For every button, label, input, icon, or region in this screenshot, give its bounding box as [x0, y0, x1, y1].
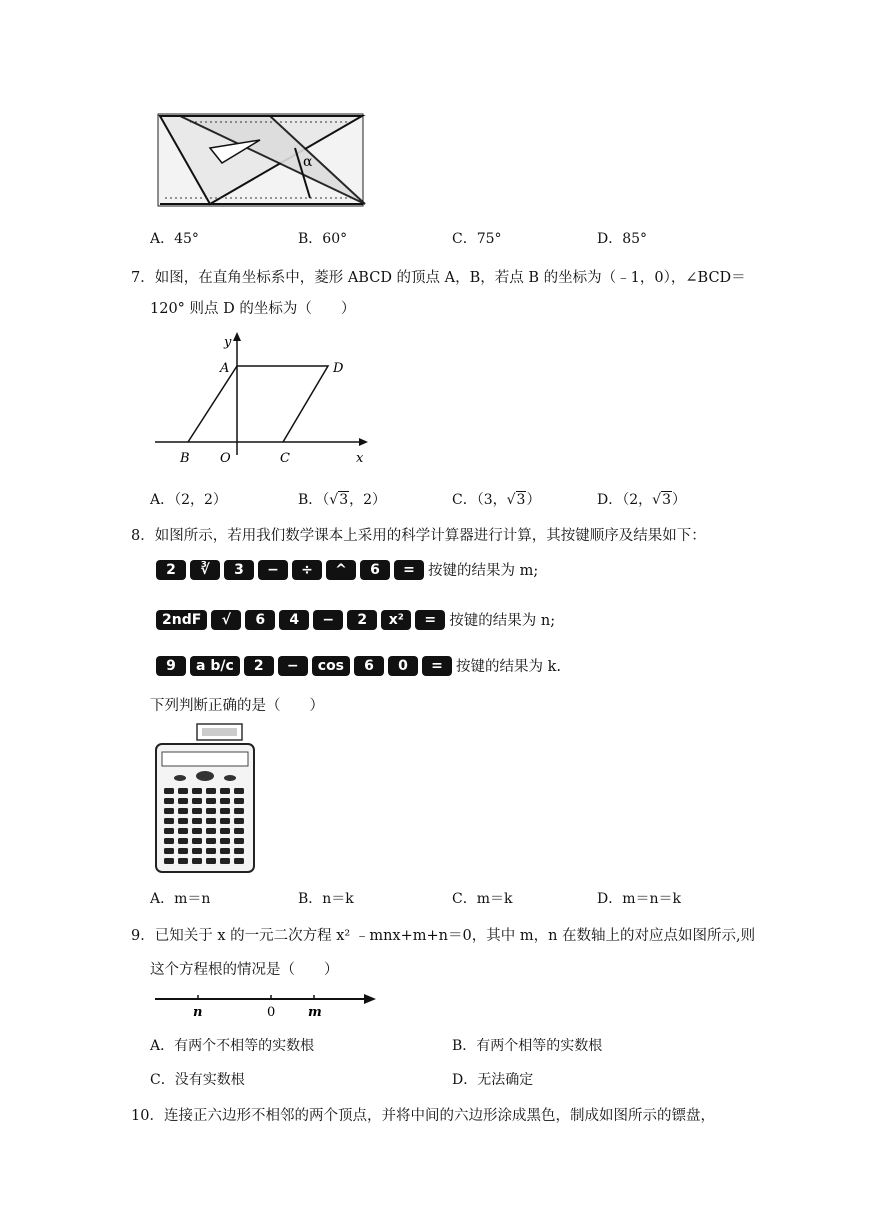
calc-key: 0: [388, 656, 418, 676]
m-point-label: m: [308, 1005, 322, 1020]
calculator-button-icon: [164, 858, 174, 864]
calculator-button-icon: [220, 838, 230, 844]
q9-text-line1: 9．已知关于 x 的一元二次方程 x² ﹣mnx+m+n＝0，其中 m，n 在数轴上的对应点如图所示,则: [131, 928, 756, 944]
calc-key: =: [394, 560, 424, 580]
key-sequence-row-2: [156, 609, 555, 633]
calculator-button-icon: [178, 828, 188, 834]
q10-text-line1: 10．连接正六边形不相邻的两个顶点，并将中间的六边形涂成黑色，制成如图所示的镖盘，: [131, 1108, 715, 1124]
q6-option-a: A．45°: [150, 231, 199, 247]
q6-option-c: C．75°: [452, 231, 502, 247]
calculator-button-icon: [206, 808, 216, 814]
calculator-button-icon: [164, 838, 174, 844]
q7-text-line1: 7．如图，在直角坐标系中，菱形 ABCD 的顶点 A，B，若点 B 的坐标为（﹣1，0），∠BCD＝: [131, 270, 746, 286]
calculator-button-icon: [178, 818, 188, 824]
calc-key: −: [258, 560, 288, 580]
calculator-image: [150, 722, 260, 874]
calc-key: −: [278, 656, 308, 676]
calc-key: x²: [381, 610, 411, 630]
calculator-button-icon: [220, 828, 230, 834]
calc-key: 2: [244, 656, 274, 676]
calculator-button-icon: [206, 858, 216, 864]
calculator-button-icon: [192, 838, 202, 844]
calculator-button-icon: [220, 808, 230, 814]
row-2-result-text: 按键的结果为 n;: [449, 613, 556, 629]
calculator-button-icon: [220, 848, 230, 854]
zero-label: 0: [267, 1005, 276, 1020]
calculator-button-icon: [178, 798, 188, 804]
origin-label: O: [220, 451, 231, 466]
x-axis-label: x: [356, 451, 364, 466]
calc-key: a b/c: [190, 656, 240, 676]
calc-key: cos: [312, 656, 350, 676]
calculator-button-icon: [164, 788, 174, 794]
calculator-button-icon: [206, 848, 216, 854]
q8-text-line1: 8．如图所示，若用我们数学课本上采用的科学计算器进行计算，其按键顺序及结果如下：: [131, 528, 706, 544]
calc-key: 2: [347, 610, 377, 630]
q7-text-line2: 120° 则点 D 的坐标为（ ）: [150, 301, 356, 317]
calc-key: 2ndF: [156, 610, 207, 630]
calculator-button-icon: [206, 798, 216, 804]
rhombus-coordinate-figure: [150, 330, 375, 470]
calculator-button-icon: [164, 808, 174, 814]
calculator-button-icon: [234, 818, 244, 824]
point-c-label: C: [280, 451, 290, 466]
q8-option-d: D．m＝n＝k: [597, 891, 681, 907]
calculator-button-icon: [220, 798, 230, 804]
calc-key: ^: [326, 560, 356, 580]
q7-option-b: B．（√3，2）: [298, 492, 387, 508]
calculator-button-icon: [164, 818, 174, 824]
calculator-button-icon: [164, 848, 174, 854]
calculator-button-icon: [192, 828, 202, 834]
calc-key: √: [211, 610, 241, 630]
calculator-button-icon: [192, 848, 202, 854]
calculator-button-icon: [220, 818, 230, 824]
calculator-button-icon: [234, 828, 244, 834]
q7-option-c: C．（3，√3）: [452, 492, 541, 508]
q8-option-b: B．n＝k: [298, 891, 354, 907]
calculator-button-icon: [234, 858, 244, 864]
calculator-button-icon: [192, 808, 202, 814]
calculator-button-icon: [234, 848, 244, 854]
point-d-label: D: [333, 361, 344, 376]
calc-key: ∛: [190, 560, 220, 580]
calc-key: 6: [245, 610, 275, 630]
calc-key: 4: [279, 610, 309, 630]
calculator-button-icon: [192, 818, 202, 824]
calculator-button-icon: [178, 858, 188, 864]
calculator-button-icon: [234, 798, 244, 804]
calc-key: =: [415, 610, 445, 630]
y-axis-label: y: [224, 335, 232, 350]
calculator-button-icon: [234, 838, 244, 844]
q6-option-d: D．85°: [597, 231, 648, 247]
key-sequence-row-3: [156, 655, 561, 679]
calculator-button-icon: [234, 808, 244, 814]
calculator-button-icon: [192, 798, 202, 804]
q8-question: 下列判断正确的是（ ）: [150, 698, 324, 714]
calc-key: −: [313, 610, 343, 630]
q7-option-a: A．（2，2）: [150, 492, 227, 508]
q9-option-b: B．有两个相等的实数根: [452, 1038, 603, 1054]
row-3-result-text: 按键的结果为 k.: [456, 659, 562, 675]
calculator-button-icon: [206, 788, 216, 794]
q8-option-c: C．m＝k: [452, 891, 513, 907]
q9-option-d: D．无法确定: [452, 1072, 534, 1088]
calculator-button-icon: [206, 818, 216, 824]
point-a-label: A: [220, 361, 230, 376]
calculator-button-icon: [178, 838, 188, 844]
q9-text-line2: 这个方程根的情况是（ ）: [150, 962, 339, 978]
calculator-button-icon: [164, 798, 174, 804]
calculator-button-icon: [192, 788, 202, 794]
calc-key: 9: [156, 656, 186, 676]
calculator-button-icon: [178, 788, 188, 794]
calculator-button-icon: [206, 828, 216, 834]
calc-key: 3: [224, 560, 254, 580]
calculator-button-icon: [234, 788, 244, 794]
calc-key: ÷: [292, 560, 322, 580]
calc-key: 6: [360, 560, 390, 580]
key-sequence-row-1: [156, 559, 538, 583]
q9-option-a: A．有两个不相等的实数根: [150, 1038, 315, 1054]
calculator-button-icon: [220, 788, 230, 794]
calculator-button-icon: [164, 828, 174, 834]
calc-key: 6: [354, 656, 384, 676]
q6-option-b: B．60°: [298, 231, 348, 247]
q8-option-a: A．m＝n: [150, 891, 211, 907]
calc-key: 2: [156, 560, 186, 580]
calculator-button-icon: [206, 838, 216, 844]
q7-option-d: D．（2，√3）: [597, 492, 686, 508]
n-point-label: n: [193, 1005, 203, 1020]
calc-key: =: [422, 656, 452, 676]
calculator-button-icon: [220, 858, 230, 864]
number-line-figure: [150, 990, 380, 1020]
calculator-button-icon: [192, 858, 202, 864]
calculator-button-icon: [178, 848, 188, 854]
calculator-button-icon: [178, 808, 188, 814]
row-1-result-text: 按键的结果为 m;: [428, 563, 539, 579]
alpha-label: α: [303, 154, 313, 170]
point-b-label: B: [180, 451, 190, 466]
q9-option-c: C．没有实数根: [150, 1072, 245, 1088]
triangle-rulers-figure: [150, 108, 375, 213]
